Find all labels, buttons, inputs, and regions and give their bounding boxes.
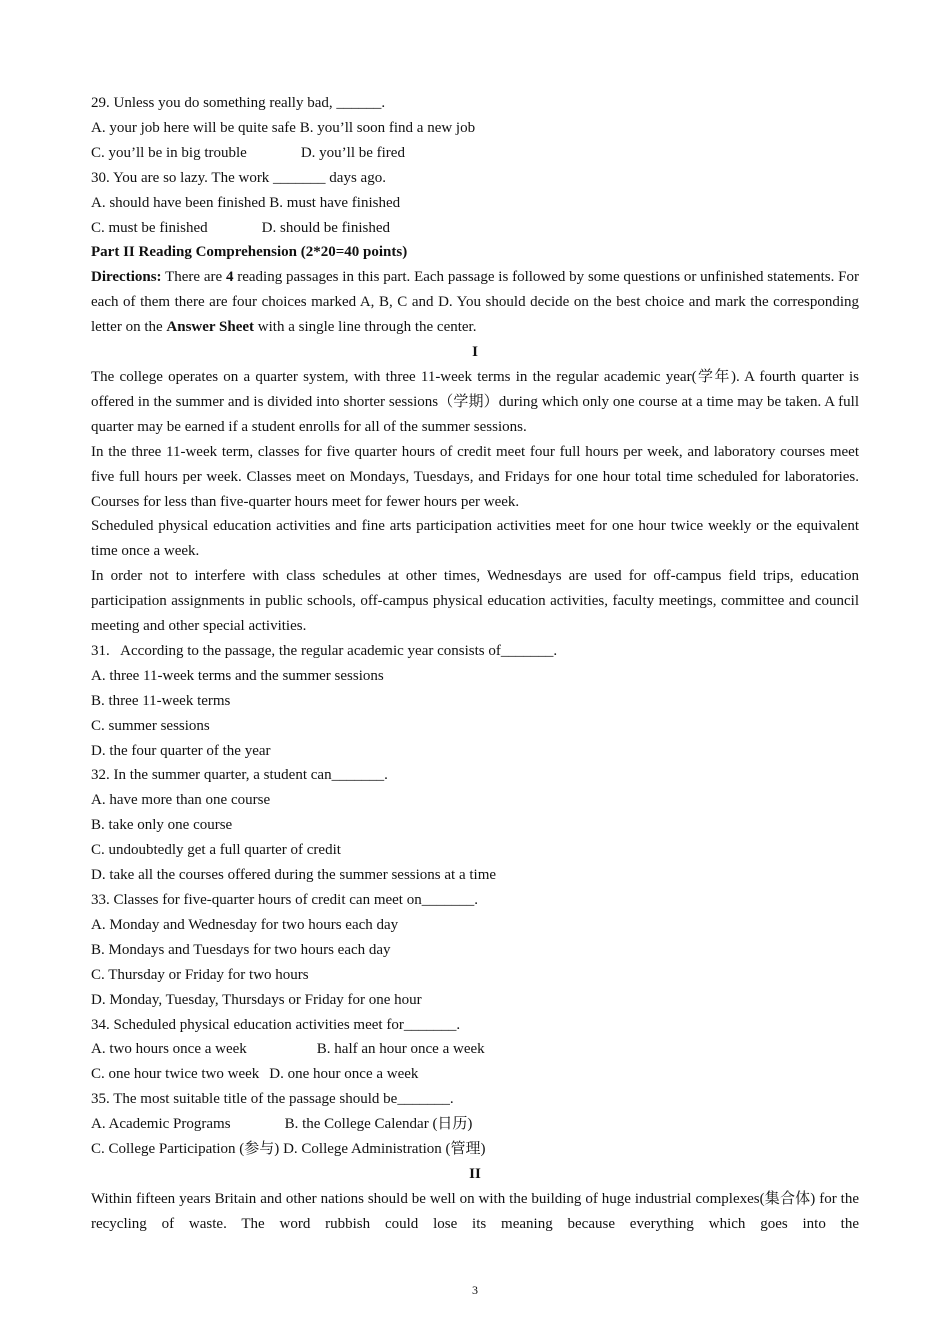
question-31-stem: 31. According to the passage, the regular academic year consists of_______. [91,642,558,659]
section-heading: Part II Reading Comprehension (2*20=40 points) [91,244,408,261]
question-32-option-a: A. have more than one course [91,792,271,809]
option-d: D. you’ll be fired [300,144,405,161]
answer-sheet-term: Answer Sheet [166,319,255,336]
directions-text-2: reading passages in this part. Each passage is followed by some questions or unfinished statements. For each of them there are four choices marked A, B, C and D. You should decide on the best choice and mark the corresponding letter on the [91,269,859,336]
question-33-option-a: A. Monday and Wednesday for two hours each day [91,916,399,933]
option-d: D. one hour once a week [269,1066,419,1083]
passage-1-paragraph-2: In the three 11-week term, classes for five quarter hours of credit meet four full hours per week, and laboratory courses meet five full hours per week. Classes meet on Mondays, Tuesdays, and Fridays for one hour total time scheduled for laboratories. Courses for less than five-quarter hours meet for fewer hours per week. [91,443,859,510]
question-35-stem: 35. The most suitable title of the passage should be_______. [91,1091,454,1108]
option-a: A. your job here will be quite safe [91,119,296,136]
question-32-stem: 32. In the summer quarter, a student can_______. [91,767,388,784]
question-35-options-cd [91,1137,859,1162]
directions-text-1: There are [161,269,226,286]
option-c: C. you’ll be in big trouble [91,144,247,161]
question-33-option-c: C. Thursday or Friday for two hours [91,966,309,983]
question-33-option-b: B. Mondays and Tuesdays for two hours each day [91,941,391,958]
question-32-option-d: D. take all the courses offered during the summer sessions at a time [91,867,497,884]
option-c: C. College Participation (参与) [91,1141,280,1158]
question-29-options-ab [91,116,859,141]
option-c: C. one hour twice two week [91,1066,260,1083]
directions-paragraph [91,265,859,340]
passage-1-paragraph-1: The college operates on a quarter system, with three 11-week terms in the regular academic year(学年). A fourth quarter is offered in the summer and is divided into shorter sessions（学期）during which only one course at a time may be taken. A full quarter may be earned if a student enrolls for all of the summer sessions. [91,368,859,435]
question-30-options-ab [91,191,859,216]
option-a: A. two hours once a week [91,1041,247,1058]
question-33-option-d: D. Monday, Tuesday, Thursdays or Friday for one hour [91,991,422,1008]
document-page [91,91,859,1237]
passage-1-numeral: I [472,344,478,361]
question-34-options-ab [91,1037,859,1062]
passage-1-paragraph-4: In order not to interfere with class schedules at other times, Wednesdays are used for off-campus field trips, education participation assignments in public schools, off-campus physical education activities, faculty meetings, committee and council meeting and other special activities. [91,568,859,635]
option-b: B. you’ll soon find a new job [299,119,476,136]
directions-passage-count: 4 [225,269,234,286]
option-b: B. the College Calendar (日历) [284,1116,473,1133]
option-b: B. must have finished [269,194,401,211]
option-c: C. must be finished [91,219,208,236]
question-30-stem: 30. You are so lazy. The work _______ days ago. [91,169,386,186]
question-31-option-a: A. three 11-week terms and the summer sessions [91,667,384,684]
question-31-option-c: C. summer sessions [91,717,210,734]
directions-text-3: with a single line through the center. [254,319,477,336]
question-30-options-cd [91,216,859,241]
question-32-option-b: B. take only one course [91,817,233,834]
directions-label: Directions: [91,269,162,286]
question-34-stem: 34. Scheduled physical education activities meet for_______. [91,1016,461,1033]
option-a: A. Academic Programs [91,1116,231,1133]
question-29-stem: 29. Unless you do something really bad, ______. [91,95,386,111]
question-35-options-ab [91,1112,859,1137]
option-d: D. should be finished [261,219,390,236]
passage-2-paragraph-1: Within fifteen years Britain and other nations should be well on with the building of huge industrial complexes(集合体) for the recycling of waste. The word rubbish could lose its meaning because everything which goes into the [91,1190,859,1232]
question-31-option-b: B. three 11-week terms [91,692,231,709]
question-31-option-d: D. the four quarter of the year [91,742,271,759]
question-32-option-c: C. undoubtedly get a full quarter of credit [91,842,341,859]
question-29-options-cd [91,141,859,166]
passage-2-numeral: II [469,1165,481,1182]
option-b: B. half an hour once a week [316,1041,485,1058]
question-34-options-cd [91,1062,859,1087]
option-d: D. College Administration (管理) [283,1141,486,1158]
passage-1-paragraph-3: Scheduled physical education activities and fine arts participation activities meet for one hour twice weekly or the equivalent time once a week. [91,518,859,560]
question-33-stem: 33. Classes for five-quarter hours of credit can meet on_______. [91,892,478,908]
page-number: 3 [472,1283,478,1297]
option-a: A. should have been finished [91,194,266,211]
